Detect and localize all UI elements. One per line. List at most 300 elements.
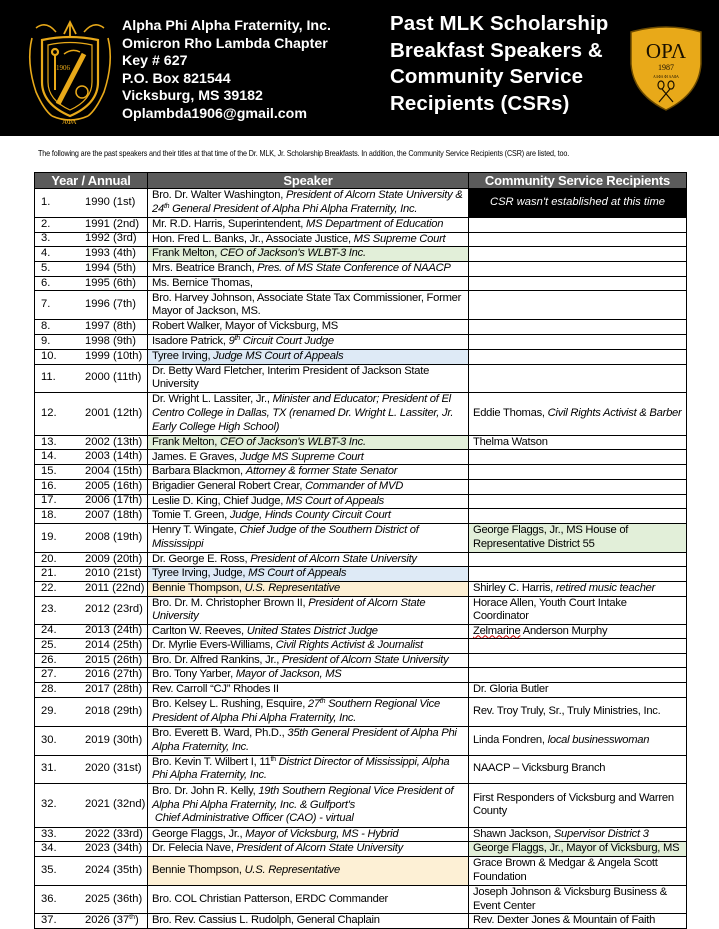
speaker-cell [148,320,469,335]
row-number: 14. [41,450,57,463]
csr-cell [469,291,687,320]
year-cell [35,364,148,392]
year-cell [35,726,148,755]
year-annual: 2004 (15th) [85,465,143,478]
speaker-title: 27th Southern Regional Vice President of Alpha Phi Alpha Fraternity, Inc. [152,698,440,724]
shield-year: 1987 [658,63,674,72]
speaker-title: Judge MS Supreme Court [239,450,364,463]
row-number: 19. [41,530,57,543]
shield-letters: ΟΡΛ [645,39,687,63]
row-number: 10. [41,349,57,362]
address-line-email: Oplambda1906@gmail.com [122,105,307,122]
csr-cell [469,364,687,392]
ordinal-suffix: th [163,203,170,210]
title-line: Past MLK Scholarship [390,12,609,35]
speaker-cell [148,857,469,886]
year-annual: 2008 (19th) [85,530,143,543]
speaker-title: CEO of Jackson's WLBT-3 Inc. [220,435,366,448]
shield-subtitle: ΑΛΦΑ ΦΙ ΑΛΦΑ [653,75,679,79]
csr-cell [469,755,687,783]
csr-cell [469,914,687,929]
csr-cell [469,218,687,233]
year-cell [35,857,148,886]
row-number: 28. [41,683,57,696]
table-row [35,392,687,435]
speaker-cell [148,567,469,582]
speaker-title: President of Alcorn State University & 24th General President of Alpha Phi Alpha Fraternity, Inc. [152,189,463,215]
speaker-title: MS Court of Appeals [285,494,384,507]
year-cell [35,291,148,320]
speaker-name: Barbara Blackmon, [152,465,243,478]
speaker-cell [148,262,469,277]
speaker-title: MS Department of Education [306,218,444,230]
csr-cell [469,465,687,480]
chapter-address [122,18,331,124]
csr-not-established-cell [469,189,687,218]
speaker-cell [148,842,469,857]
speaker-cell [148,624,469,639]
table-row [35,334,687,349]
row-number: 4. [41,247,51,260]
table-row [35,914,687,929]
speaker-name: Hon. Fred L. Banks, Jr., Associate Justice, [152,232,351,245]
year-cell [35,783,148,827]
row-number: 24. [41,624,57,637]
intro-text: The following are the past speakers and their titles at that time of the Dr. MLK, Jr. Scholarship Breakfasts. In addition, the Community Service Recipients (CSR) are listed, too. [38,148,570,158]
table-row [35,886,687,914]
csr-cell [469,435,687,450]
csr-cell [469,262,687,277]
table-row [35,697,687,726]
table-row [35,857,687,886]
year-cell [35,914,148,929]
speaker-title: Chief Judge of the Southern District of Mississippi [152,524,419,550]
speaker-cell [148,247,469,262]
table-row [35,726,687,755]
year-cell [35,523,148,552]
csr-cell [469,827,687,842]
speaker-name: Bro. Dr. M. Christopher Brown II, [152,596,306,609]
year-cell [35,624,148,639]
speaker-name: Mrs. Beatrice Branch, [152,262,255,275]
speaker-cell [148,783,469,827]
year-annual: 2001 (12th) [85,406,143,419]
csr-text: Rev. Troy Truly, Sr., Truly Ministries, Inc. [473,704,661,717]
row-number: 33. [41,827,57,840]
speaker-cell [148,668,469,683]
row-number: 17. [41,494,57,507]
speaker-name: Mr. R.D. Harris, Superintendent, [152,218,304,230]
speaker-title: Mayor of Vicksburg, MS - Hybrid [245,827,399,840]
csr-text: First Responders of Vicksburg and Warren County [473,791,674,818]
year-cell [35,697,148,726]
speaker-name: Brigadier General Robert Crear, [152,479,303,492]
csr-cell [469,479,687,494]
table-row [35,581,687,596]
year-cell [35,479,148,494]
csr-not-established-text: CSR wasn't established at this time [490,196,665,209]
row-number: 29. [41,704,57,717]
ordinal-suffix: th [234,335,240,343]
year-annual: 1992 (3rd) [85,232,137,245]
speaker-name: George Flaggs, Jr., [152,827,243,840]
table-row [35,683,687,698]
speaker-cell [148,639,469,654]
speaker-cell [148,509,469,524]
csr-cell [469,596,687,624]
csr-cell [469,668,687,683]
speaker-cell [148,581,469,596]
year-cell [35,334,148,349]
row-number: 22. [41,581,57,594]
speaker-name: Bro. Dr. John R. Kelly, [152,784,256,797]
speaker-cell [148,334,469,349]
column-header-csr: Community Service Recipients [469,173,687,189]
row-number: 26. [41,653,57,666]
csr-name: Shawn Jackson, [473,827,551,840]
speaker-title: CEO of Jackson's WLBT-3 Inc. [220,247,366,260]
speaker-title: District Director of Mississippi, Alpha Phi Alpha Fraternity, Inc. [152,755,450,782]
table-row [35,567,687,582]
table-row [35,842,687,857]
speaker-name: Henry T. Wingate, [152,524,237,537]
speaker-title: Mayor of Jackson, MS [235,668,342,681]
speaker-title: Attorney & former State Senator [245,465,398,478]
table-row [35,596,687,624]
csr-text: George Flaggs, Jr., Mayor of Vicksburg, MS [473,842,680,855]
speaker-name: Frank Melton, [152,247,218,260]
speaker-name: Tyree Irving, [152,349,211,362]
speaker-cell [148,552,469,567]
table-row [35,639,687,654]
year-annual: 1993 (4th) [85,247,136,260]
csr-cell [469,581,687,596]
csr-name: Anderson Murphy [520,624,608,637]
column-header-year: Year / Annual [35,173,148,189]
speaker-cell [148,653,469,668]
year-cell [35,827,148,842]
table-row [35,435,687,450]
year-cell [35,247,148,262]
csr-text: Horace Allen, Youth Court Intake Coordinator [473,596,627,623]
csr-title: Civil Rights Activist & Barber [547,406,682,419]
row-number: 18. [41,509,57,522]
ordinal-suffix: th [129,914,136,922]
speaker-name: Bro. Dr. Alfred Rankins, Jr., [152,653,280,666]
year-annual: 1998 (9th) [85,335,136,348]
table-row [35,494,687,509]
speaker-cell [148,364,469,392]
speaker-name: James. E Graves, [152,450,237,463]
year-annual: 2013 (24th) [85,624,143,637]
csr-cell [469,509,687,524]
csr-cell [469,639,687,654]
speaker-name: Carlton W. Reeves, [152,624,244,637]
row-number: 34. [41,842,57,855]
csr-title: Supervisor District 3 [553,827,649,840]
table-row [35,320,687,335]
csr-name: Shirley C. Harris, [473,581,554,594]
table-row [35,624,687,639]
speaker-cell [148,726,469,755]
csr-cell [469,392,687,435]
year-cell [35,509,148,524]
year-annual: 2003 (14th) [85,450,143,463]
year-annual: 2014 (25th) [85,639,143,652]
year-cell [35,232,148,247]
year-cell [35,552,148,567]
ordinal-suffix: th [270,755,276,763]
year-annual: 1996 (7th) [85,298,136,311]
year-cell [35,567,148,582]
speaker-cell [148,218,469,233]
row-number: 1. [41,196,51,209]
csr-cell [469,523,687,552]
year-annual: 2023 (34th) [85,842,143,855]
csr-cell [469,697,687,726]
speaker-name: Dr. Felecia Nave, [152,842,234,855]
speaker-name: Dr. Wright L. Lassiter, Jr., [152,393,270,406]
table-row [35,523,687,552]
table-row [35,276,687,291]
speaker-title: Minister and Educator; President of El Centro College in Dallas, TX (renamed Dr. Wright L. Lassiter, Jr. Early College High School) [152,393,454,433]
year-annual: 2025 (36th) [85,892,143,905]
speaker-name: Bro. Rev. Cassius L. Rudolph, General Chaplain [152,914,380,927]
csr-text: Grace Brown & Medgar & Angela Scott Foundation [473,857,658,884]
speaker-title-continued: Chief Administrative Officer (CAO) - virtual [154,812,354,825]
chapter-shield-icon [627,24,705,112]
year-annual: 2016 (27th) [85,668,143,681]
row-number: 35. [41,864,57,877]
year-annual: 2002 (13th) [85,435,143,448]
year-cell [35,755,148,783]
table-row [35,364,687,392]
csr-cell [469,552,687,567]
row-number: 20. [41,552,57,565]
title-line: Breakfast Speakers & [390,38,603,62]
speaker-title: President of Alcorn State University [250,552,417,565]
table-row [35,552,687,567]
row-number: 7. [41,298,51,311]
speaker-title: U.S. Representative [244,864,340,877]
csr-cell [469,886,687,914]
csr-title: retired music teacher [555,581,656,594]
table-row [35,349,687,364]
row-number: 3. [41,232,51,245]
speaker-name: Bro. Harvey Johnson, Associate State Tax Commissioner, Former Mayor of Jackson, MS. [152,291,462,318]
address-line-org: Alpha Phi Alpha Fraternity, Inc. [122,18,331,34]
csr-cell [469,567,687,582]
year-cell [35,392,148,435]
speaker-name: Bennie Thompson, [152,581,242,594]
speaker-cell [148,450,469,465]
speaker-title: 9th Circuit Court Judge [228,335,334,348]
table-row [35,247,687,262]
speaker-cell [148,435,469,450]
csr-text: NAACP – Vicksburg Branch [473,762,606,775]
row-number: 15. [41,465,57,478]
title-line: Recipients (CSRs) [390,91,570,115]
address-line-chapter: Omicron Rho Lambda Chapter [122,35,328,52]
row-number: 8. [41,320,51,333]
csr-cell [469,247,687,262]
speaker-name: Bro. Everett B. Ward, Ph.D., [152,727,285,740]
year-cell [35,349,148,364]
year-cell [35,262,148,277]
speaker-name: Bro. Dr. Walter Washington, [152,189,284,202]
table-row [35,653,687,668]
speaker-name: Robert Walker, Mayor of Vicksburg, MS [152,320,338,333]
year-cell [35,320,148,335]
speaker-cell [148,392,469,435]
address-line-pobox: P.O. Box 821544 [122,70,231,87]
csr-cell [469,842,687,857]
speaker-name: Bro. Kevin T. Wilbert I, 11th [152,755,276,768]
speaker-cell [148,494,469,509]
address-line-key: Key # 627 [122,53,188,70]
row-number: 11. [41,371,56,384]
address-line-city: Vicksburg, MS 39182 [122,88,263,105]
year-annual: 2021 (32nd) [85,798,146,811]
csr-cell [469,653,687,668]
csr-name: Eddie Thomas, [473,406,545,419]
table-row [35,668,687,683]
csr-text: George Flaggs, Jr., MS House of Representative District 55 [473,524,629,550]
row-number: 30. [41,733,57,746]
csr-text: Thelma Watson [473,435,548,448]
year-annual: 1991 (2nd) [85,218,140,230]
speaker-name: Isadore Patrick, [152,335,226,348]
title-line: Community Service [390,65,584,89]
year-annual: 2022 (33rd) [85,827,143,840]
speaker-cell [148,683,469,698]
row-number: 37. [41,914,57,927]
speaker-name: Tomie T. Green, [152,509,228,522]
speaker-title: Judge, Hinds County Circuit Court [229,509,391,522]
speaker-cell [148,349,469,364]
table-row [35,479,687,494]
speaker-name: Tyree Irving, Judge, [152,567,246,580]
table-row [35,827,687,842]
speaker-name: Frank Melton, [152,435,218,448]
year-annual: 2011 (22nd) [85,581,145,594]
ordinal-suffix: th [319,698,326,706]
csr-text: Joseph Johnson & Vicksburg Business & Event Center [473,886,667,912]
year-annual: 1995 (6th) [85,276,136,289]
speaker-name: Ms. Bernice Thomas, [152,276,253,289]
year-annual: 2020 (31st) [85,762,142,775]
row-number: 23. [41,603,57,616]
row-number: 6. [41,276,51,289]
row-number: 21. [41,567,57,580]
table-row [35,783,687,827]
speaker-title: 19th Southern Regional Vice President of Alpha Phi Alpha Fraternity, Inc. & Gulfport's [152,784,454,811]
year-annual: 2012 (23rd) [85,603,143,616]
year-annual: 2005 (16th) [85,479,143,492]
year-annual: 2000 (11th) [85,371,142,384]
csr-cell [469,450,687,465]
csr-cell [469,624,687,639]
year-annual: 1997 (8th) [85,320,136,333]
year-cell [35,596,148,624]
csr-cell [469,857,687,886]
fraternity-crest-icon [22,12,118,128]
speaker-cell [148,886,469,914]
table-row [35,262,687,277]
year-cell [35,450,148,465]
speaker-title: MS Supreme Court [353,232,446,245]
speaker-title: Commander of MVD [305,479,404,492]
speaker-name: Bro. Tony Yarber, [152,668,233,681]
csr-text: Rev. Dexter Jones & Mountain of Faith [473,914,656,927]
year-cell [35,465,148,480]
speaker-title: Pres. of MS State Conference of NAACP [257,262,451,275]
speaker-title: President of Alcorn State University [281,653,449,666]
table-row [35,189,687,218]
year-cell [35,886,148,914]
year-cell [35,435,148,450]
csr-text: Dr. Gloria Butler [473,683,549,696]
speaker-title: President of Alcorn State University [152,596,426,623]
csr-cell [469,232,687,247]
csr-name-spellcheck: Zelmarine [473,624,521,637]
table-row [35,509,687,524]
speaker-title: United States District Judge [246,624,378,637]
year-annual: 2009 (20th) [85,552,143,565]
speaker-name: Leslie D. King, Chief Judge, [152,494,284,507]
year-annual: 2026 (37th) [85,914,139,927]
csr-cell [469,783,687,827]
page-title [390,11,608,117]
csr-name: Linda Fondren, [473,733,545,746]
speaker-cell [148,697,469,726]
speaker-name: Dr. Myrlie Evers-Williams, [152,639,273,652]
year-cell [35,668,148,683]
speaker-title: MS Court of Appeals [248,567,347,580]
row-number: 36. [41,892,57,905]
column-header-speaker: Speaker [148,173,469,189]
csr-cell [469,320,687,335]
year-annual: 2010 (21st) [85,567,142,580]
row-number: 25. [41,639,57,652]
row-number: 5. [41,262,51,275]
csr-cell [469,276,687,291]
year-annual: 2024 (35th) [85,864,143,877]
crest-year: 1906 [56,64,70,72]
year-cell [35,842,148,857]
speaker-title: 35th General President of Alpha Phi Alpha Fraternity, Inc. [152,727,457,753]
year-annual: 1999 (10th) [85,349,143,362]
year-annual: 2015 (26th) [85,653,143,666]
speaker-name: Dr. George E. Ross, [152,552,248,565]
year-annual: 2007 (18th) [85,509,143,522]
row-number: 32. [41,798,57,811]
year-cell [35,276,148,291]
speaker-cell [148,523,469,552]
speaker-cell [148,276,469,291]
row-number: 31. [41,762,57,775]
year-cell [35,683,148,698]
table-row [35,232,687,247]
speaker-cell [148,479,469,494]
speaker-cell [148,232,469,247]
row-number: 27. [41,668,57,681]
speaker-title: Civil Rights Activist & Journalist [275,639,423,652]
speaker-cell [148,465,469,480]
year-annual: 2006 (17th) [85,494,143,507]
table-header-row [35,173,687,189]
year-cell [35,218,148,233]
